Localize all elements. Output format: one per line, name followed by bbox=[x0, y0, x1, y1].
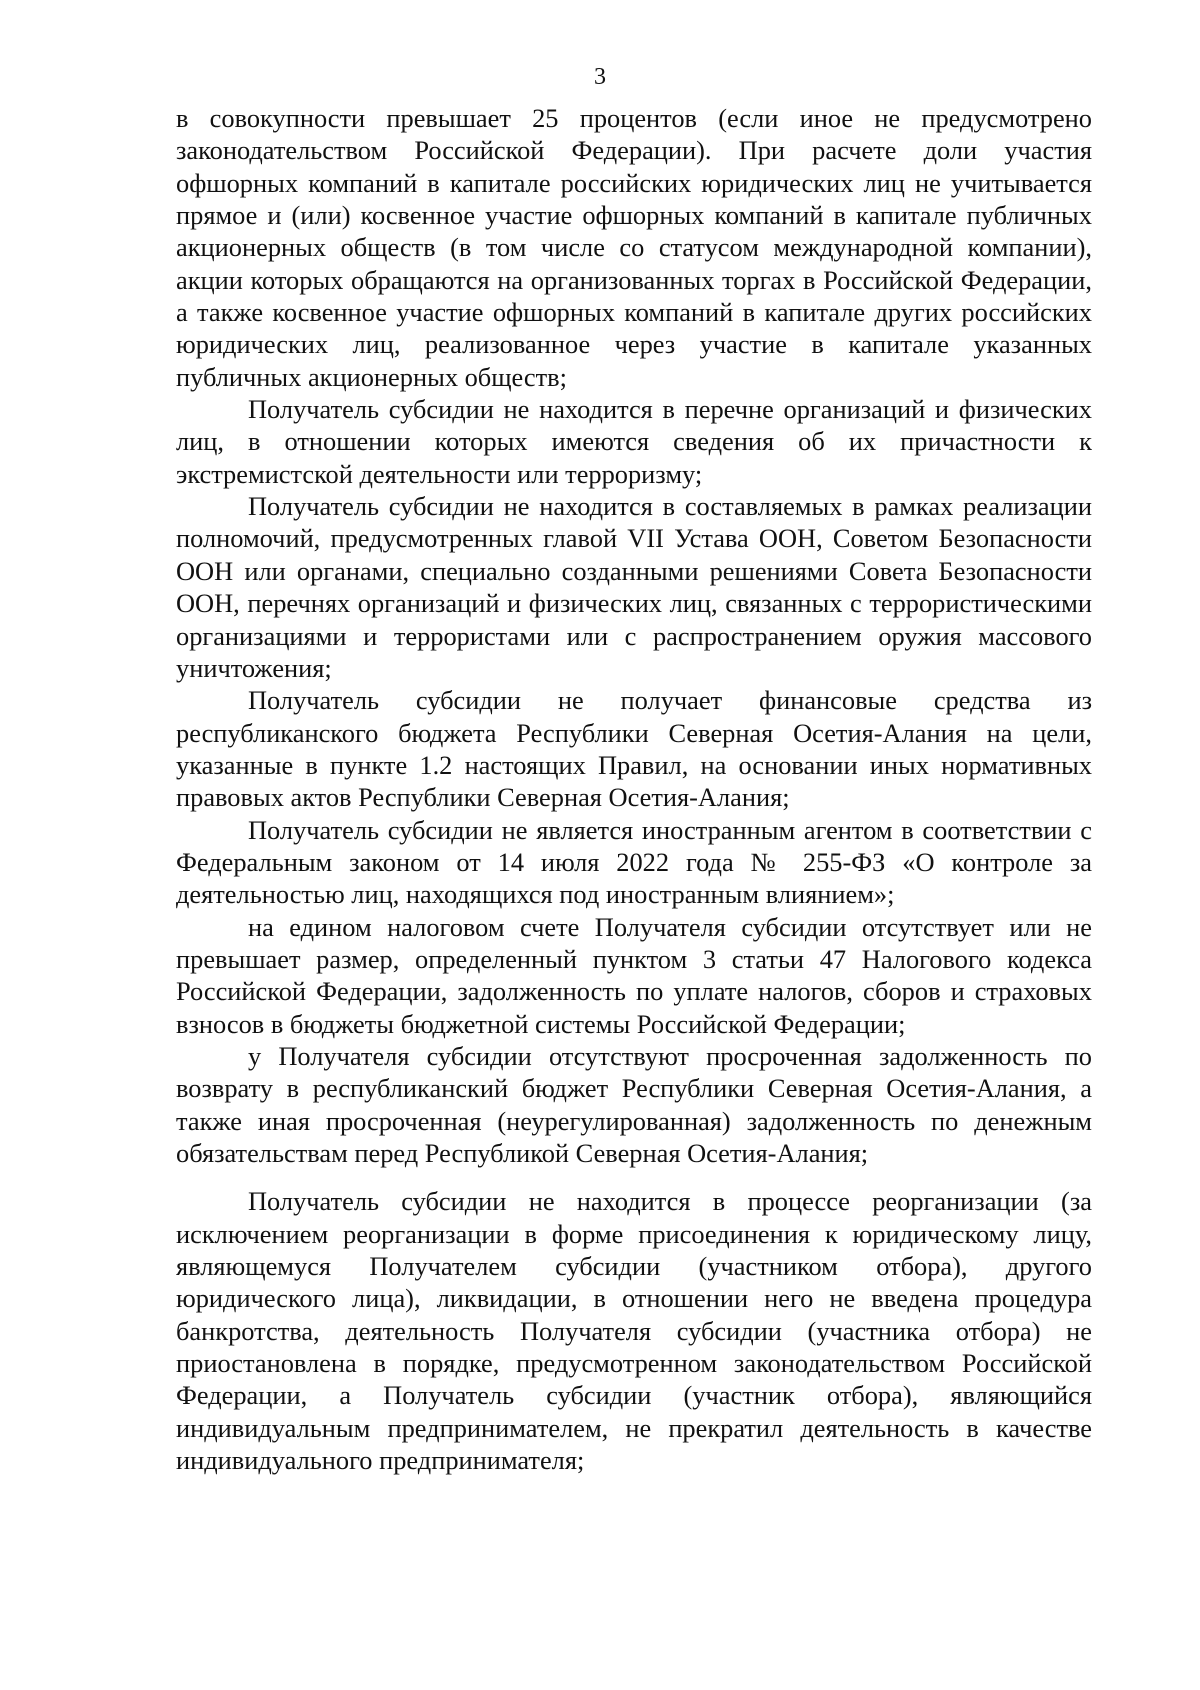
paragraph-other-budget-funds: Получатель субсидии не получает финансовые средства из республиканского бюджета Республики Северная Осетия-Алания на цели, указанные в пункте 1.2 настоящих Правил, на основании иных нормативных правовых актов Республики Северная Осетия-Алания; bbox=[176, 685, 1092, 813]
paragraph-reorganization-bankruptcy: Получатель субсидии не находится в процессе реорганизации (за исключением реорганизации в форме присоединения к юридическому лицу, являющемуся Получателем субсидии (участником отбора), другого юридического лица), ликвидации, в отношении него не введена процедура банкротства, деятельность Получателя субсидии (участника отбора) не приостановлена в порядке, предусмотренном законодательством Российской Федерации, а Получатель субсидии (участник отбора), являющийся индивидуальным предпринимателем, не прекратил деятельность в качестве индивидуального предпринимателя; bbox=[176, 1186, 1092, 1476]
paragraph-overdue-debt: у Получателя субсидии отсутствуют просроченная задолженность по возврату в республиканский бюджет Республики Северная Осетия-Алания, а также иная просроченная (неурегулированная) задолженность по денежным обязательствам перед Республикой Северная Осетия-Алания; bbox=[176, 1040, 1092, 1168]
document-body bbox=[176, 102, 1092, 1476]
paragraph-tax-debt: на едином налоговом счете Получателя субсидии отсутствует или не превышает размер, определенный пунктом 3 статьи 47 Налогового кодекса Российской Федерации, задолженность по уплате налогов, сборов и страховых взносов в бюджеты бюджетной системы Российской Федерации; bbox=[176, 911, 1092, 1039]
paragraph-un-sanctions-list: Получатель субсидии не находится в составляемых в рамках реализации полномочий, предусмотренных главой VII Устава ООН, Советом Безопасности ООН или органами, специально созданными решениями Совета Безопасности ООН, перечнях организаций и физических лиц, связанных с террористическими организациями и террористами или с распространением оружия массового уничтожения; bbox=[176, 491, 1092, 683]
page-number: 3 bbox=[594, 64, 606, 90]
paragraph-offshore-participation: в совокупности превышает 25 процентов (если иное не предусмотрено законодательством Российской Федерации). При расчете доли участия офшорных компаний в капитале российских юридических лиц не учитывается прямое и (или) косвенное участие офшорных компаний в капитале публичных акционерных обществ (в том числе со статусом международной компании), акции которых обращаются на организованных торгах в Российской Федерации, а также косвенное участие офшорных компаний в капитале других российских юридических лиц, реализованное через участие в капитале указанных публичных акционерных обществ; bbox=[176, 103, 1092, 392]
paragraph-foreign-agent: Получатель субсидии не является иностранным агентом в соответствии с Федеральным законом от 14 июля 2022 года № 255-ФЗ «О контроле за деятельностью лиц, находящихся под иностранным влиянием»; bbox=[176, 814, 1092, 910]
paragraph-extremism-list: Получатель субсидии не находится в перечне организаций и физических лиц, в отношении которых имеются сведения об их причастности к экстремистской деятельности или терроризму; bbox=[176, 394, 1092, 489]
